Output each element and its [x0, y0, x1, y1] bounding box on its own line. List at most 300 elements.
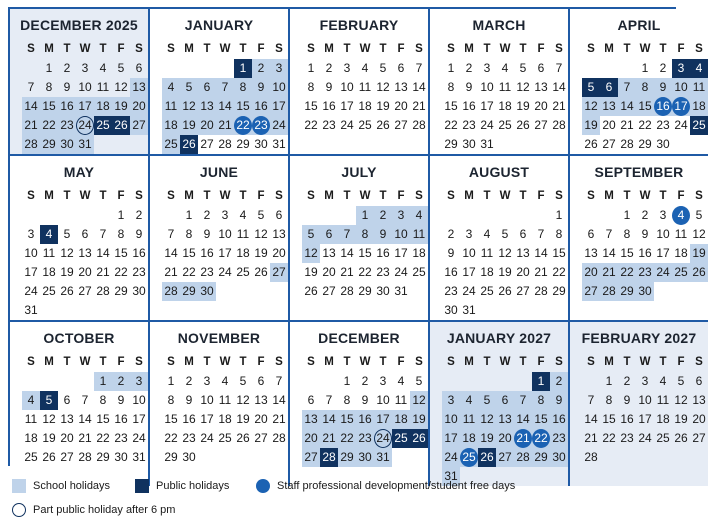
day-cell: 11: [674, 227, 688, 241]
day-cell: 8: [447, 80, 455, 94]
day-cell: 15: [358, 246, 372, 260]
day-cell: 6: [275, 208, 283, 222]
day-cell: 15: [182, 246, 196, 260]
week-row: [442, 301, 568, 320]
weekday-label: S: [695, 190, 703, 202]
day-cell: 9: [654, 78, 672, 97]
empty-cell: [76, 372, 94, 391]
day-cell: 2: [361, 374, 369, 388]
day-cell: 22: [164, 431, 178, 445]
day-cell: 16: [132, 246, 146, 260]
week-row: [582, 97, 708, 116]
empty-cell: [216, 448, 234, 467]
weekday-label: T: [239, 190, 247, 202]
weekday-label: S: [447, 43, 455, 55]
weekday-label: F: [537, 43, 545, 55]
weekday-label: M: [44, 43, 54, 55]
empty-cell: [252, 448, 270, 467]
week-row: [442, 206, 568, 225]
day-cell: 4: [22, 391, 40, 410]
empty-cell: [112, 135, 130, 154]
day-cell: 12: [254, 227, 268, 241]
empty-cell: [672, 448, 690, 467]
month-title: DECEMBER 2025: [20, 17, 138, 33]
empty-cell: [22, 372, 40, 391]
day-cell: 6: [695, 374, 703, 388]
day-cell: 17: [132, 412, 146, 426]
weekday-label: S: [307, 356, 315, 368]
empty-cell: [496, 206, 514, 225]
day-cell: 5: [117, 61, 125, 75]
week-row: [442, 372, 568, 391]
day-cell: 3: [442, 391, 460, 410]
week-row: [582, 116, 708, 135]
day-cell: 8: [167, 393, 175, 407]
day-cell: 17: [638, 412, 652, 426]
part-public-holiday-marker: 24: [374, 429, 392, 448]
weekday-label: W: [499, 356, 511, 368]
weekday-label: T: [99, 356, 107, 368]
day-cell: 9: [63, 80, 71, 94]
day-cell: 15: [338, 410, 356, 429]
empty-cell: [600, 206, 618, 225]
staff-day-marker: 16: [654, 97, 672, 116]
month-panel: [430, 156, 570, 322]
weekday-label: T: [379, 190, 387, 202]
week-row: [22, 206, 148, 225]
week-row: [302, 97, 428, 116]
month-panel: [10, 156, 150, 322]
empty-cell: [514, 372, 532, 391]
day-cell: 9: [550, 391, 568, 410]
weekday-label: S: [447, 190, 455, 202]
day-cell: 18: [94, 97, 112, 116]
day-cell: 5: [239, 374, 247, 388]
day-cell: 6: [587, 227, 595, 241]
day-cell: 27: [254, 431, 268, 445]
day-cell: [672, 97, 690, 116]
day-cell: 10: [672, 78, 690, 97]
weekday-label: W: [639, 43, 651, 55]
weekday-label: S: [555, 190, 563, 202]
day-cell: 16: [252, 97, 270, 116]
day-cell: 4: [239, 208, 247, 222]
week-row: [22, 429, 148, 448]
day-cell: 10: [132, 393, 146, 407]
day-cell: 22: [444, 118, 458, 132]
day-cell: 3: [270, 59, 288, 78]
day-cell: 2: [623, 374, 631, 388]
week-row: [582, 59, 708, 78]
day-cell: 6: [320, 225, 338, 244]
day-cell: 24: [200, 431, 214, 445]
day-cell: 25: [162, 135, 180, 154]
day-cell: [654, 97, 672, 116]
day-cell: 15: [234, 97, 252, 116]
legend-public-holidays: [135, 479, 229, 493]
day-cell: 20: [394, 99, 408, 113]
week-row: [302, 225, 428, 244]
weekday-label: T: [343, 43, 351, 55]
weekday-label: F: [257, 43, 265, 55]
day-cell: 18: [236, 246, 250, 260]
day-cell: 10: [656, 227, 670, 241]
weekday-label: F: [537, 190, 545, 202]
weekday-label: W: [639, 356, 651, 368]
month-panel: [430, 322, 570, 486]
day-cell: 19: [180, 116, 198, 135]
month-panel: [570, 156, 708, 322]
weekday-label: W: [359, 356, 371, 368]
day-cell: 7: [27, 80, 35, 94]
day-cell: 22: [358, 265, 372, 279]
day-cell: 25: [392, 429, 410, 448]
day-cell: 23: [376, 265, 390, 279]
weekday-label: S: [695, 356, 703, 368]
day-cell: 13: [496, 410, 514, 429]
empty-cell: [302, 206, 320, 225]
staff-day-swatch: [256, 479, 270, 493]
day-cell: 5: [519, 61, 527, 75]
empty-cell: [410, 282, 428, 301]
day-cell: 7: [81, 393, 89, 407]
weekday-label: F: [257, 190, 265, 202]
week-row: [162, 97, 288, 116]
empty-cell: [302, 372, 320, 391]
day-cell: 21: [534, 265, 548, 279]
day-cell: 16: [200, 246, 214, 260]
day-cell: 27: [516, 284, 530, 298]
day-cell: 31: [394, 284, 408, 298]
day-cell: 19: [254, 246, 268, 260]
month-panel: [150, 322, 290, 486]
weekday-label: T: [203, 43, 211, 55]
day-cell: 18: [480, 265, 494, 279]
weekday-label: S: [415, 356, 423, 368]
day-cell: 5: [63, 227, 71, 241]
day-cell: 24: [654, 263, 672, 282]
day-cell: 31: [442, 467, 460, 486]
day-cell: 27: [692, 431, 706, 445]
day-cell: [460, 448, 478, 467]
weekday-label: S: [695, 43, 703, 55]
day-cell: 27: [200, 137, 214, 151]
day-cell: 9: [623, 393, 631, 407]
day-cell: 8: [623, 227, 631, 241]
week-row: [442, 225, 568, 244]
empty-cell: [320, 206, 338, 225]
day-cell: 28: [96, 284, 110, 298]
day-cell: 1: [623, 208, 631, 222]
empty-cell: [600, 59, 618, 78]
week-row: [302, 116, 428, 135]
day-cell: 25: [690, 116, 708, 135]
month-title: OCTOBER: [43, 330, 115, 346]
day-cell: 9: [117, 393, 125, 407]
weekday-label: T: [203, 356, 211, 368]
day-cell: 27: [322, 284, 336, 298]
weekday-header: [442, 188, 568, 204]
week-row: [442, 59, 568, 78]
day-cell: 4: [40, 225, 58, 244]
day-cell: 15: [304, 99, 318, 113]
week-row: [162, 429, 288, 448]
day-cell: 20: [496, 429, 514, 448]
day-cell: 11: [236, 227, 250, 241]
day-cell: 2: [641, 208, 649, 222]
weekday-label: W: [79, 190, 91, 202]
weekday-header: [22, 354, 148, 370]
weekday-label: F: [397, 356, 405, 368]
week-row: [302, 372, 428, 391]
day-cell: 12: [478, 410, 496, 429]
day-cell: 19: [516, 99, 530, 113]
day-cell: 22: [96, 431, 110, 445]
weekday-label: T: [379, 43, 387, 55]
month-title: JUNE: [199, 164, 239, 180]
day-cell: 1: [234, 59, 252, 78]
week-row: [22, 448, 148, 467]
day-cell: 1: [307, 61, 315, 75]
day-cell: 20: [272, 246, 286, 260]
day-cell: 28: [272, 431, 286, 445]
day-cell: 5: [415, 374, 423, 388]
day-cell: 2: [112, 372, 130, 391]
weekday-label: S: [275, 356, 283, 368]
month-panel: [290, 156, 430, 322]
day-cell: 12: [516, 80, 530, 94]
day-cell: 4: [99, 61, 107, 75]
day-cell: 5: [677, 374, 685, 388]
week-row: [582, 244, 708, 263]
day-cell: 3: [130, 372, 148, 391]
day-cell: 21: [620, 118, 634, 132]
day-cell: 1: [555, 208, 563, 222]
day-cell: 1: [641, 61, 649, 75]
weekday-label: S: [415, 43, 423, 55]
weekday-label: S: [135, 356, 143, 368]
legend-part-public-label: Part public holiday after 6 pm: [33, 504, 176, 516]
day-cell: 17: [340, 99, 354, 113]
empty-cell: [112, 301, 130, 320]
day-cell: 30: [132, 284, 146, 298]
day-cell: 25: [672, 263, 690, 282]
empty-cell: [392, 448, 410, 467]
day-cell: 7: [514, 391, 532, 410]
month-title: AUGUST: [468, 164, 530, 180]
day-cell: 2: [252, 59, 270, 78]
day-cell: 17: [270, 97, 288, 116]
weekday-label: S: [167, 43, 175, 55]
day-cell: 14: [272, 393, 286, 407]
empty-cell: [690, 448, 708, 467]
day-cell: 8: [234, 78, 252, 97]
day-cell: 22: [638, 118, 652, 132]
day-cell: 13: [302, 410, 320, 429]
day-cell: 11: [218, 393, 232, 407]
month-title: FEBRUARY: [319, 17, 399, 33]
day-cell: 28: [218, 137, 232, 151]
part-public-holiday-marker: 24: [76, 116, 94, 135]
week-row: [582, 263, 708, 282]
day-cell: 13: [254, 393, 268, 407]
day-cell: 13: [534, 80, 548, 94]
month-panel: [290, 322, 430, 486]
day-cell: 12: [42, 412, 56, 426]
day-cell: 29: [180, 282, 198, 301]
week-row: [162, 206, 288, 225]
day-cell: 26: [112, 116, 130, 135]
day-cell: 11: [24, 412, 38, 426]
day-cell: 25: [42, 284, 56, 298]
week-row: [442, 391, 568, 410]
week-row: [442, 410, 568, 429]
day-cell: 26: [410, 429, 428, 448]
weekday-label: T: [99, 190, 107, 202]
day-cell: 23: [182, 431, 196, 445]
week-row: [442, 263, 568, 282]
day-cell: 19: [60, 265, 74, 279]
day-cell: 2: [550, 372, 568, 391]
month-panel: [150, 9, 290, 156]
day-cell: 22: [114, 265, 128, 279]
day-cell: 1: [185, 208, 193, 222]
day-cell: 4: [460, 391, 478, 410]
day-cell: 23: [132, 265, 146, 279]
weekday-label: T: [623, 190, 631, 202]
staff-day-marker: 21: [514, 429, 532, 448]
day-cell: 14: [78, 412, 92, 426]
school-holiday-swatch: [12, 479, 26, 493]
day-cell: 26: [376, 118, 390, 132]
day-cell: [514, 429, 532, 448]
week-row: [22, 410, 148, 429]
day-cell: 3: [221, 208, 229, 222]
weekday-label: M: [464, 190, 474, 202]
day-cell: 12: [498, 246, 512, 260]
day-cell: 14: [584, 412, 598, 426]
day-cell: 20: [582, 263, 600, 282]
day-cell: 15: [40, 97, 58, 116]
week-row: [162, 59, 288, 78]
day-cell: 24: [24, 284, 38, 298]
day-cell: 15: [602, 412, 616, 426]
day-cell: 4: [221, 374, 229, 388]
day-cell: 18: [690, 97, 708, 116]
empty-cell: [654, 282, 672, 301]
day-cell: 23: [58, 116, 76, 135]
empty-cell: [40, 301, 58, 320]
day-cell: 8: [45, 80, 53, 94]
day-cell: 24: [638, 431, 652, 445]
empty-cell: [496, 135, 514, 154]
empty-cell: [550, 135, 568, 154]
day-cell: 5: [379, 61, 387, 75]
day-cell: 12: [692, 227, 706, 241]
staff-day-marker: 22: [234, 116, 252, 135]
weekday-label: F: [397, 43, 405, 55]
day-cell: 18: [392, 410, 410, 429]
empty-cell: [496, 301, 514, 320]
day-cell: 30: [636, 282, 654, 301]
day-cell: 3: [483, 61, 491, 75]
day-cell: 26: [180, 135, 198, 154]
empty-cell: [672, 282, 690, 301]
weekday-label: W: [499, 190, 511, 202]
day-cell: 24: [462, 284, 476, 298]
weekday-label: T: [203, 190, 211, 202]
weekday-label: T: [239, 356, 247, 368]
empty-cell: [478, 301, 496, 320]
day-cell: 6: [63, 393, 71, 407]
empty-cell: [618, 448, 636, 467]
empty-cell: [532, 135, 550, 154]
week-row: [302, 282, 428, 301]
day-cell: 20: [602, 118, 616, 132]
weekday-label: S: [555, 356, 563, 368]
day-cell: 20: [78, 265, 92, 279]
day-cell: 23: [462, 118, 476, 132]
month-panel: [150, 156, 290, 322]
day-cell: 15: [114, 246, 128, 260]
day-cell: 7: [555, 61, 563, 75]
day-cell: 29: [338, 448, 356, 467]
weekday-label: W: [639, 190, 651, 202]
weekday-header: [162, 188, 288, 204]
empty-cell: [22, 59, 40, 78]
month-title: MARCH: [472, 17, 526, 33]
weekday-label: M: [464, 43, 474, 55]
weekday-label: T: [519, 190, 527, 202]
day-cell: 18: [24, 431, 38, 445]
empty-cell: [460, 372, 478, 391]
day-cell: 21: [412, 99, 426, 113]
day-cell: 28: [552, 118, 566, 132]
day-cell: 20: [534, 99, 548, 113]
weekday-label: W: [79, 356, 91, 368]
empty-cell: [180, 59, 198, 78]
calendar-grid: [8, 7, 706, 483]
day-cell: 5: [582, 78, 600, 97]
day-cell: 21: [552, 99, 566, 113]
empty-cell: [130, 135, 148, 154]
day-cell: 4: [162, 78, 180, 97]
empty-cell: [94, 206, 112, 225]
empty-cell: [216, 282, 234, 301]
weekday-label: S: [587, 356, 595, 368]
week-row: [162, 244, 288, 263]
day-cell: 22: [552, 265, 566, 279]
day-cell: 21: [340, 265, 354, 279]
weekday-label: F: [677, 43, 685, 55]
weekday-label: S: [555, 43, 563, 55]
day-cell: 15: [444, 99, 458, 113]
month-title: DECEMBER: [318, 330, 400, 346]
week-row: [582, 410, 708, 429]
day-cell: 9: [465, 80, 473, 94]
day-cell: 9: [361, 393, 369, 407]
day-cell: 24: [340, 118, 354, 132]
day-cell: 19: [674, 412, 688, 426]
day-cell: 14: [320, 410, 338, 429]
day-cell: 15: [552, 246, 566, 260]
day-cell: 18: [656, 412, 670, 426]
day-cell: 4: [501, 61, 509, 75]
day-cell: 8: [343, 393, 351, 407]
empty-cell: [478, 372, 496, 391]
day-cell: 1: [94, 372, 112, 391]
day-cell: 25: [24, 450, 38, 464]
